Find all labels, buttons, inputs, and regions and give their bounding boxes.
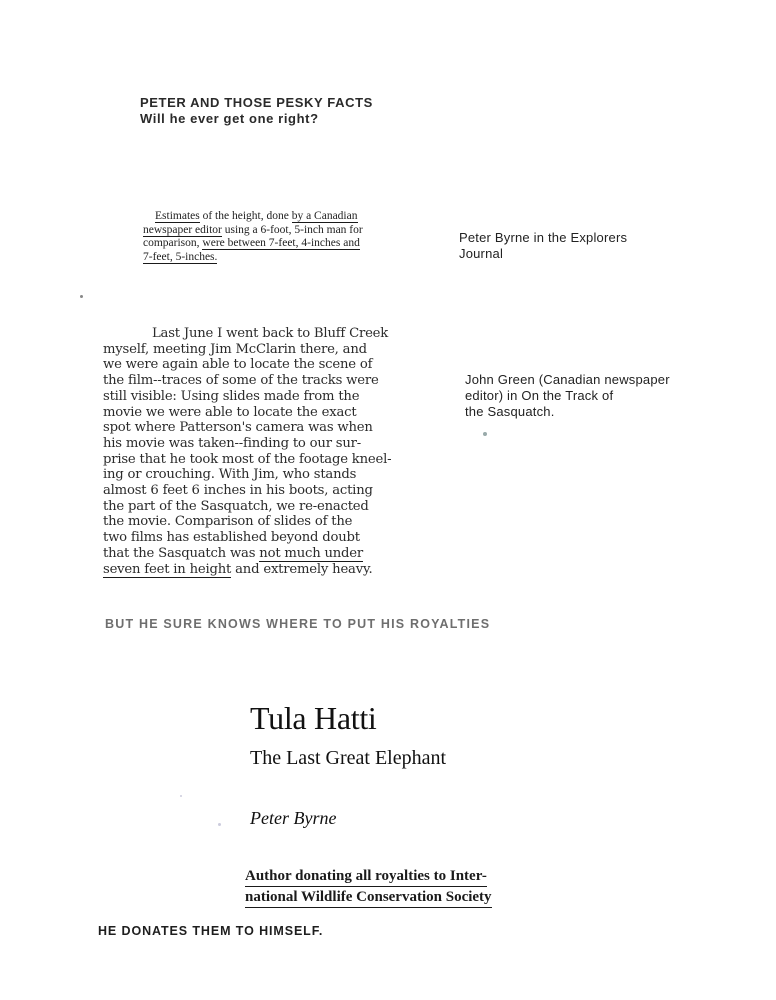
quote2-line: almost 6 feet 6 inches in his boots, acting — [103, 483, 373, 499]
source-explorers-journal — [459, 230, 627, 262]
page-heading — [140, 95, 373, 127]
book-author: Peter Byrne — [250, 808, 337, 828]
heading-subtitle: Will he ever get one right? — [140, 111, 319, 126]
quote2-lines — [103, 326, 391, 546]
quote1-line-3: comparison, were between 7-feet, 4-inches and — [143, 237, 360, 249]
quote1-line-1: Estimates of the height, done by a Canadian — [155, 210, 358, 222]
donation-note — [245, 866, 492, 908]
source1-line-2: Journal — [459, 246, 504, 261]
scan-speck — [180, 795, 182, 797]
closing-remark: HE DONATES THEM TO HIMSELF. — [98, 924, 324, 938]
heading-title: PETER AND THOSE PESKY FACTS — [140, 95, 373, 110]
quote2-line: two films has established beyond doubt — [103, 530, 360, 546]
quote2-line: the film--traces of some of the tracks were — [103, 373, 379, 389]
source2-line-2: editor) in On the Track of — [465, 388, 614, 403]
quote2-line: ing or crouching. With Jim, who stands — [103, 467, 357, 483]
quote-explorers-journal — [143, 210, 363, 264]
quote2-line: prise that he took most of the footage kneel- — [103, 451, 392, 467]
source2-line-3: the Sasquatch. — [465, 404, 555, 419]
quote2-line-15: that the Sasquatch was not much under — [103, 545, 364, 561]
source-john-green — [465, 372, 670, 420]
book-subtitle: The Last Great Elephant — [250, 747, 447, 769]
quote2-line: still visible: Using slides made from the — [103, 388, 360, 404]
quote2-line: the part of the Sasquatch, we re-enacted — [103, 498, 369, 514]
quote2-line-16: seven feet in height and extremely heavy. — [103, 561, 373, 577]
source2-line-1: John Green (Canadian newspaper — [465, 372, 670, 387]
quote2-line: we were again able to locate the scene of — [103, 357, 373, 373]
quote2-line: movie we were able to locate the exact — [103, 404, 357, 420]
scan-speck — [483, 432, 487, 436]
source1-line-1: Peter Byrne in the Explorers — [459, 230, 628, 245]
quote2-line: the movie. Comparison of slides of the — [103, 514, 353, 530]
quote2-line: spot where Patterson's camera was when — [103, 420, 373, 436]
donation-line-2: national Wildlife Conservation Society — [245, 887, 492, 908]
scan-speck — [80, 295, 83, 298]
quote-on-the-track — [103, 326, 391, 577]
quote1-line-4: 7-feet, 5-inches. — [143, 250, 218, 263]
quote2-line: myself, meeting Jim McClarin there, and — [103, 341, 367, 357]
scan-speck — [218, 823, 221, 826]
quote2-line: his movie was taken--finding to our sur- — [103, 435, 362, 451]
donation-line-1: Author donating all royalties to Inter- — [245, 866, 487, 887]
royalties-banner: BUT HE SURE KNOWS WHERE TO PUT HIS ROYALTIES — [105, 617, 491, 631]
book-title: Tula Hatti — [250, 700, 377, 736]
quote2-line: Last June I went back to Bluff Creek — [152, 326, 389, 341]
quote1-line-2: newspaper editor using a 6-foot, 5-inch man for — [143, 223, 363, 236]
